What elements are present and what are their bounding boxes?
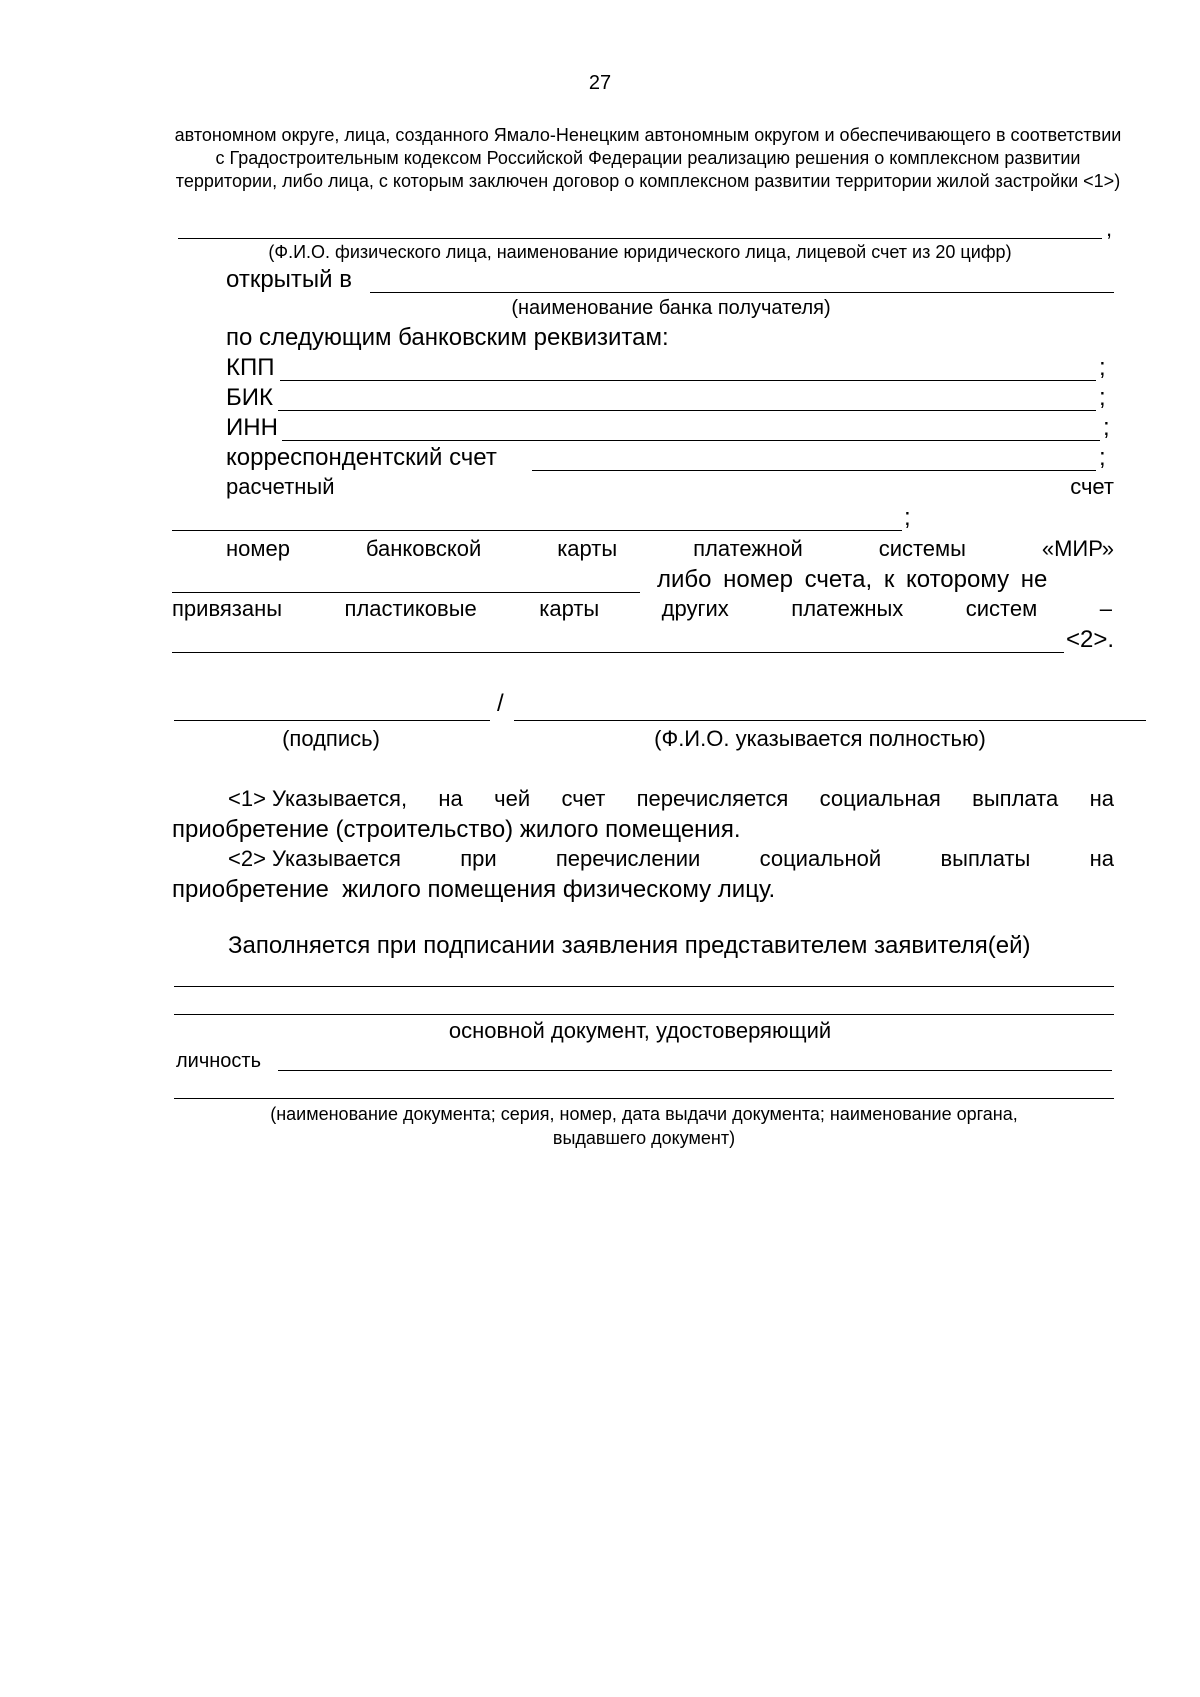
bik-label: БИК bbox=[226, 384, 273, 411]
note-word: на bbox=[438, 786, 463, 811]
note-word: выплаты bbox=[940, 846, 1031, 871]
inn-semicolon: ; bbox=[1103, 414, 1110, 441]
signature-line[interactable] bbox=[174, 720, 490, 721]
settlement-semicolon: ; bbox=[904, 504, 911, 531]
fio-full-line[interactable] bbox=[514, 720, 1146, 721]
signature-caption: (подпись) bbox=[282, 726, 380, 751]
bank-caption: (наименование банка получателя) bbox=[511, 297, 831, 319]
doc-caption-line2: выдавшего документ) bbox=[552, 1128, 736, 1148]
card-word: платежной bbox=[693, 536, 803, 561]
note2-line2: приобретение жилого помещения физическому лицу. bbox=[172, 876, 776, 903]
note-word: перечислении bbox=[555, 846, 701, 871]
card-word: банковской bbox=[365, 536, 482, 561]
opened-in-label: открытый в bbox=[226, 266, 352, 293]
card-word: системы bbox=[878, 536, 966, 561]
other-account-field-line[interactable] bbox=[172, 652, 1064, 653]
kpp-field-line[interactable] bbox=[280, 380, 1096, 381]
note-word: счет bbox=[561, 786, 606, 811]
note-word: <2> Указывается bbox=[228, 846, 401, 871]
card-word: систем bbox=[965, 596, 1038, 621]
settlement-account-label bbox=[226, 474, 1114, 500]
bank-name-line[interactable] bbox=[370, 292, 1114, 293]
inn-label: ИНН bbox=[226, 414, 278, 441]
corr-account-field-line[interactable] bbox=[532, 470, 1096, 471]
footnote2-ref: <2>. bbox=[1066, 626, 1115, 653]
card-line2-text: либо номер счета, к которому не bbox=[657, 566, 1048, 593]
fio-full-caption: (Ф.И.О. указывается полностью) bbox=[654, 726, 986, 751]
card-number-field-line[interactable] bbox=[172, 592, 640, 593]
card-word: других bbox=[661, 596, 729, 621]
bik-semicolon: ; bbox=[1099, 384, 1106, 411]
details-intro: по следующим банковским реквизитам: bbox=[226, 324, 669, 351]
signature-slash: / bbox=[497, 690, 504, 717]
kpp-semicolon: ; bbox=[1099, 354, 1106, 381]
card-line3 bbox=[172, 596, 1112, 622]
card-word: карты bbox=[539, 596, 600, 621]
note2-line1 bbox=[228, 846, 1114, 872]
inn-field-line[interactable] bbox=[282, 440, 1100, 441]
identity-label: личность bbox=[176, 1050, 262, 1072]
fio-caption: (Ф.И.О. физического лица, наименование юридического лица, лицевой счет из 20 цифр) bbox=[268, 242, 1012, 262]
note1-line2: приобретение (строительство) жилого помещения. bbox=[172, 816, 741, 843]
card-number-line bbox=[226, 536, 1114, 562]
card-word: – bbox=[1099, 596, 1112, 621]
representative-line-2[interactable] bbox=[174, 1014, 1114, 1015]
id-doc-label: основной документ, удостоверяющий bbox=[448, 1018, 832, 1043]
card-word: привязаны bbox=[172, 596, 283, 621]
note-word: перечисляется bbox=[636, 786, 789, 811]
bik-field-line[interactable] bbox=[278, 410, 1096, 411]
note-word: на bbox=[1089, 786, 1114, 811]
note1-line1 bbox=[228, 786, 1114, 812]
note-word: чей bbox=[494, 786, 531, 811]
representative-line-1[interactable] bbox=[174, 986, 1114, 987]
corr-account-label: корреспондентский счет bbox=[226, 444, 497, 471]
identity-field-line[interactable] bbox=[278, 1070, 1112, 1071]
settlement-account-field-line[interactable] bbox=[172, 530, 902, 531]
note-word: при bbox=[460, 846, 497, 871]
note-word: <1> Указывается, bbox=[228, 786, 408, 811]
note-word: на bbox=[1089, 846, 1114, 871]
card-word: «МИР» bbox=[1041, 536, 1114, 561]
representative-text: Заполняется при подписании заявления представителем заявителя(ей) bbox=[228, 932, 1031, 959]
card-word: номер bbox=[226, 536, 290, 561]
corr-account-semicolon: ; bbox=[1099, 444, 1106, 471]
doc-caption-line1: (наименование документа; серия, номер, дата выдачи документа; наименование органа, bbox=[270, 1104, 1018, 1124]
page-number: 27 bbox=[588, 72, 612, 94]
fio-line[interactable] bbox=[178, 238, 1102, 239]
card-word: платежных bbox=[791, 596, 904, 621]
account-word: счет bbox=[1070, 474, 1114, 499]
intro-paragraph: автономном округе, лица, созданного Ямало-Ненецким автономным округом и обеспечивающего в соответствии с Градостроительным кодексом Российской Федерации реализацию решения о комплексном развитии территории, либо лица, с которым заключен договор о комплексном развитии территории жилой застройки <1>) bbox=[174, 125, 1122, 191]
note-word: выплата bbox=[972, 786, 1059, 811]
note-word: социальной bbox=[759, 846, 882, 871]
card-word: пластиковые bbox=[344, 596, 477, 621]
note-word: социальная bbox=[819, 786, 941, 811]
kpp-label: КПП bbox=[226, 354, 275, 381]
settlement-word: расчетный bbox=[226, 474, 335, 499]
fio-line-comma: , bbox=[1106, 216, 1113, 241]
id-document-line[interactable] bbox=[174, 1098, 1114, 1099]
card-word: карты bbox=[557, 536, 618, 561]
